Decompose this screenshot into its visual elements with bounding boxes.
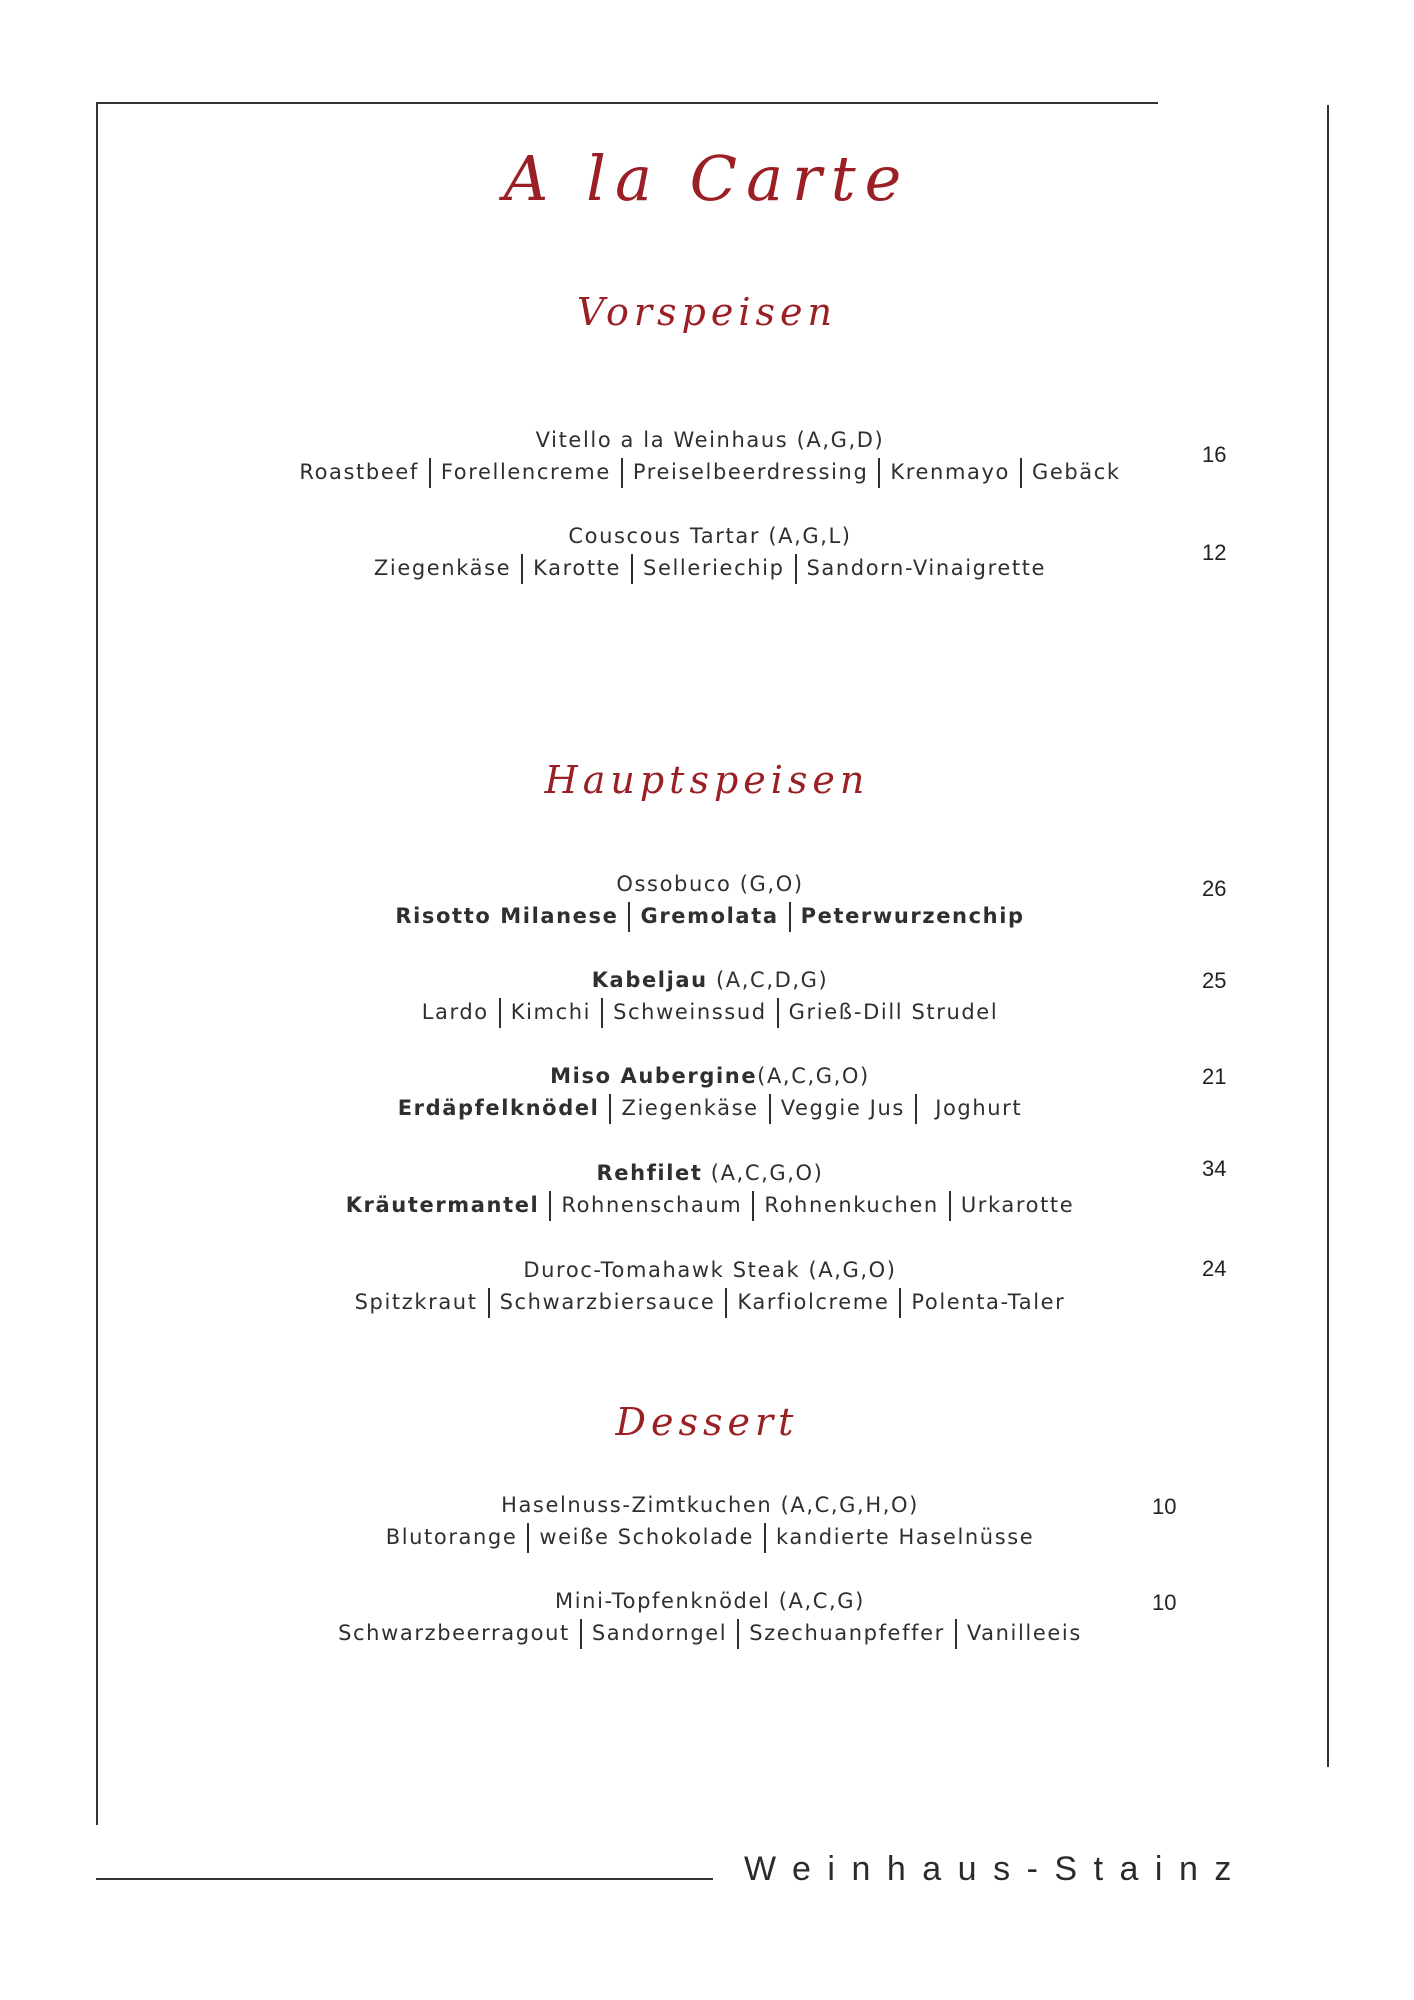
dish-price: 16: [1202, 442, 1227, 467]
dish-components: Ziegenkäse Karotte Selleriechip Sandorn-Vinaigrette: [260, 552, 1160, 584]
dish-couscous-tartar: [260, 520, 1160, 584]
dish-components: Risotto Milanese Gremolata Peterwurzenchip: [260, 900, 1160, 932]
section-title-vorspeisen: Vorspeisen: [577, 290, 837, 334]
dish-name: Ossobuco (G,O): [616, 872, 804, 896]
dish-price: 24: [1202, 1256, 1227, 1281]
dish-name: Vitello a la Weinhaus (A,G,D): [535, 428, 885, 452]
brand-name: Weinhaus-Stainz: [744, 1850, 1248, 1888]
frame-right-line: [1327, 105, 1329, 1767]
section-title-dessert: Dessert: [615, 1400, 799, 1444]
dish-mini-topfenknoedel: [260, 1585, 1160, 1649]
dish-duroc-tomahawk: [260, 1254, 1160, 1318]
dish-components: Roastbeef Forellencreme Preiselbeerdressing Krenmayo Gebäck: [260, 456, 1160, 488]
dish-price: 26: [1202, 876, 1227, 901]
dish-name: Couscous Tartar (A,G,L): [568, 524, 852, 548]
dish-miso-aubergine: [260, 1060, 1160, 1124]
section-title-hauptspeisen: Hauptspeisen: [544, 758, 870, 802]
dish-name: Rehfilet (A,C,G,O): [596, 1161, 824, 1185]
dish-name: Kabeljau (A,C,D,G): [591, 968, 829, 992]
frame-left-line: [96, 102, 98, 1825]
dish-components: Schwarzbeerragout Sandorngel Szechuanpfeffer Vanilleeis: [260, 1617, 1160, 1649]
dish-vitello: [260, 424, 1160, 488]
dish-price: 10: [1152, 1590, 1177, 1615]
dish-components: Blutorange weiße Schokolade kandierte Haselnüsse: [260, 1521, 1160, 1553]
dish-name: Haselnuss-Zimtkuchen (A,C,G,H,O): [501, 1493, 919, 1517]
dish-price: 25: [1202, 968, 1227, 993]
frame-top-line: [96, 102, 1158, 104]
dish-price: 34: [1202, 1156, 1227, 1181]
dish-name: Miso Aubergine(A,C,G,O): [550, 1064, 870, 1088]
page-title: A la Carte: [503, 142, 911, 215]
dish-components: Kräutermantel Rohnenschaum Rohnenkuchen Urkarotte: [260, 1189, 1160, 1221]
dish-price: 21: [1202, 1064, 1227, 1089]
dish-components: Erdäpfelknödel Ziegenkäse Veggie Jus Joghurt: [260, 1092, 1160, 1124]
dish-price: 10: [1152, 1494, 1177, 1519]
dish-components: Spitzkraut Schwarzbiersauce Karfiolcreme Polenta-Taler: [260, 1286, 1160, 1318]
dish-components: Lardo Kimchi Schweinssud Grieß-Dill Strudel: [260, 996, 1160, 1028]
dish-ossobuco: [260, 868, 1160, 932]
dish-price: 12: [1202, 540, 1227, 565]
footer-line: [96, 1878, 713, 1880]
dish-rehfilet: [260, 1157, 1160, 1221]
dish-kabeljau: [260, 964, 1160, 1028]
dish-name: Mini-Topfenknödel (A,C,G): [555, 1589, 865, 1613]
dish-name: Duroc-Tomahawk Steak (A,G,O): [523, 1258, 897, 1282]
dish-haselnuss-zimtkuchen: [260, 1489, 1160, 1553]
